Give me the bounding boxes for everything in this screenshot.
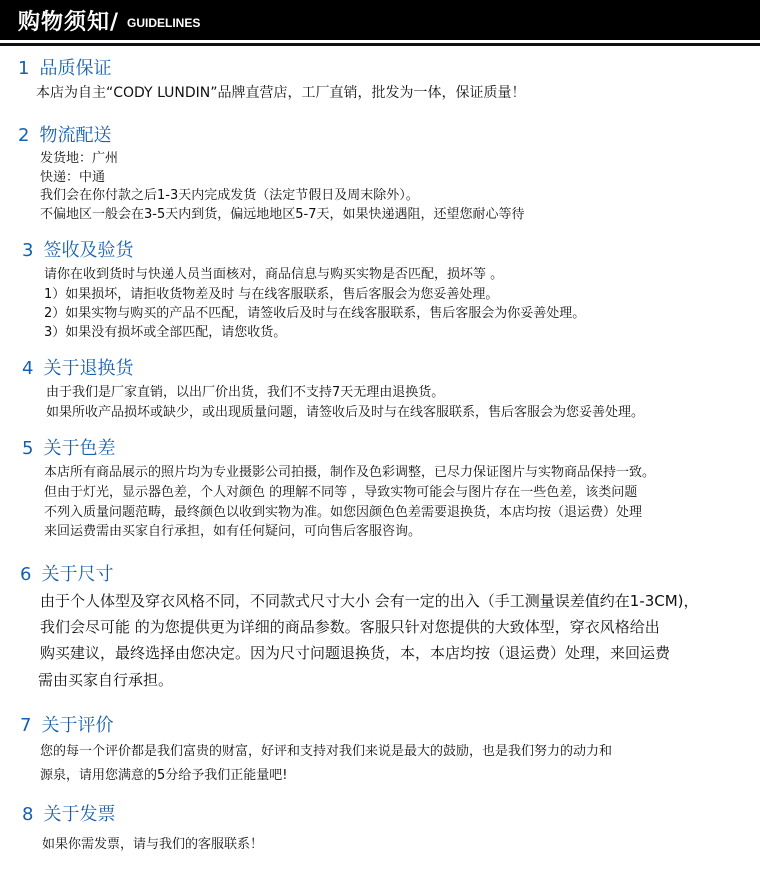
section-line: 我们会尽可能 的为您提供更为详细的商品参数。客服只针对您提供的大致体型，穿衣风格给出 [40,618,660,636]
section-line: 源泉，请用您满意的5分给予我们正能量吧! [40,768,288,783]
section-heading: 品质保证 [39,58,112,79]
section-heading: 物流配送 [39,125,112,146]
section-heading: 关于色差 [43,438,116,459]
section-title-reviews [20,711,113,737]
section-heading: 关于尺寸 [41,564,114,585]
section-title-inspection [22,236,133,262]
section-line: 不列入质量问题范畴，最终颜色以收到实物为准。如您因颜色色差需要退换货，本店均按（退运费）处理 [44,505,643,520]
section-line: 本店所有商品展示的照片均为专业摄影公司拍摄，制作及色彩调整，已尽力保证图片与实物商品保持一致。 [44,465,656,480]
header-title: 购物须知/ [18,10,120,35]
section-line: 购买建议，最终选择由您决定。因为尺寸问题退换货，本，本店均按（退运费）处理，来回运费 [40,644,671,662]
section-title-size [20,560,113,586]
section-line: 需由买家自行承担。 [38,671,174,689]
section-heading: 关于评价 [41,715,114,736]
section-line: 由于个人体型及穿衣风格不同，不同款式尺寸大小 会有一定的出入（手工测量误差值约在1-3CM)， [40,592,699,610]
section-line: 但由于灯光，显示器色差，个人对颜色 的理解不同等 ，导致实物可能会与图片存在一些色差，该类问题 [44,485,638,500]
section-heading: 关于发票 [43,804,116,825]
section-line: 1）如果损坏，请拒收货物差及时 与在线客服联系，售后客服会为您妥善处理。 [44,287,499,302]
section-number: 6 [20,564,32,585]
section-line: 2）如果实物与购买的产品不匹配，请签收后及时与在线客服联系，售后客服会为你妥善处理。 [44,306,586,321]
section-title-quality [18,54,111,80]
section-line: 本店为自主“CODY LUNDIN”品牌直营店，工厂直销，批发为一体，保证质量！ [36,85,526,101]
section-number: 2 [18,125,30,146]
header-subtitle: GUIDELINES [127,16,201,30]
section-line: 如果你需发票，请与我们的客服联系！ [42,837,264,852]
section-line: 由于我们是厂家直销，以出厂价出货，我们不支持7天无理由退换货。 [46,385,445,400]
section-heading: 签收及验货 [43,240,134,261]
header-divider [0,43,760,46]
section-line: 3）如果没有损坏或全部匹配，请您收货。 [44,325,287,340]
section-line: 如果所收产品损坏或缺少，或出现质量问题，请签收后及时与在线客服联系，售后客服会为您妥善处理。 [46,405,645,420]
section-number: 7 [20,715,32,736]
section-line: 我们会在你付款之后1-3天内完成发货（法定节假日及周末除外）。 [40,188,419,203]
section-title-color [22,434,115,460]
section-line: 快递：中通 [40,170,106,185]
section-title-invoice [22,800,115,826]
section-title-returns [22,354,133,380]
section-line: 不偏地区一般会在3-5天内到货，偏远地地区5-7天，如果快递遇阻，还望您耐心等待 [40,207,525,222]
header-bar [0,0,760,40]
section-number: 4 [22,358,34,379]
section-line: 发货地：广州 [40,151,119,166]
section-line: 请你在收到货时与快递人员当面核对，商品信息与购买实物是否匹配，损坏等 。 [44,267,504,282]
section-number: 8 [22,804,34,825]
section-number: 1 [18,58,30,79]
section-line: 来回运费需由买家自行承担，如有任何疑问，可向售后客服咨询。 [44,524,422,539]
section-number: 5 [22,438,34,459]
section-heading: 关于退换货 [43,358,134,379]
section-number: 3 [22,240,34,261]
section-title-logistics [18,121,111,147]
section-line: 您的每一个评价都是我们富贵的财富，好评和支持对我们来说是最大的鼓励，也是我们努力的动力和 [40,744,613,759]
